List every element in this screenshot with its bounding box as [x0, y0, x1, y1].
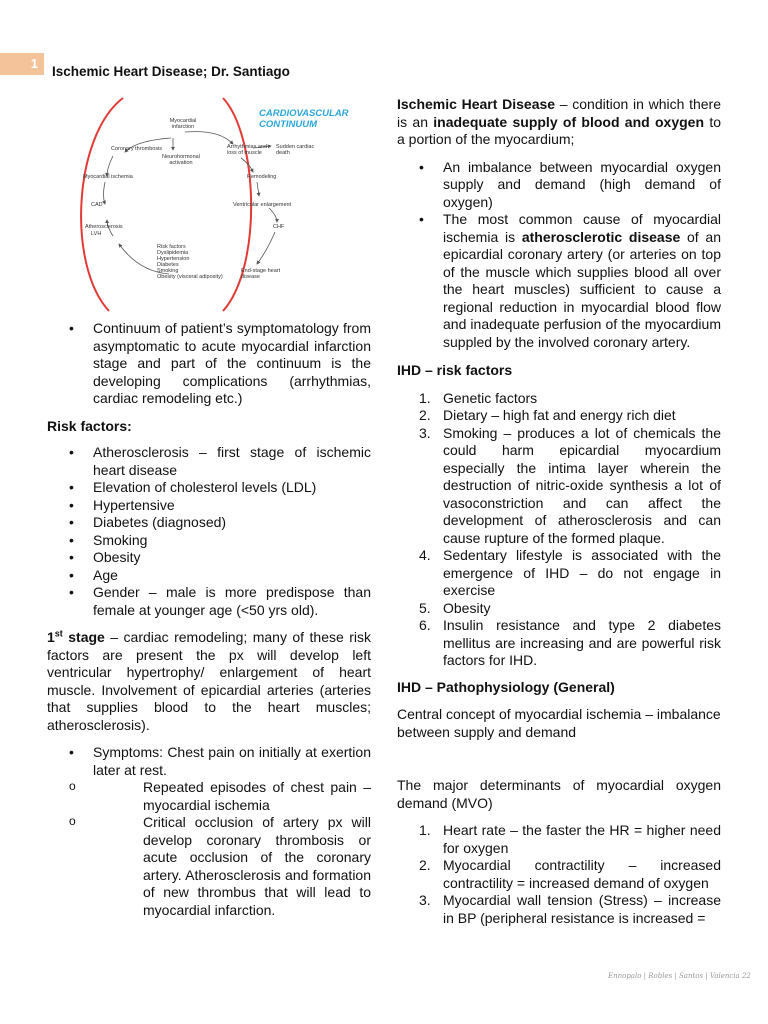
list-item: • An imbalance between myocardial oxygen supply and demand (high demand of oxygen) — [397, 159, 721, 212]
list-item: • Smoking — [47, 532, 371, 550]
continuum-list — [47, 320, 371, 408]
ihd-bullets — [397, 159, 721, 352]
list-item: o Repeated episodes of chest pain – myocardial ischemia — [47, 779, 371, 814]
list-item: • The most common cause of myocardial ischemia is atherosclerotic disease of an epicardial coronary artery (or arteries on top of the muscle which supplies blood all over the heart muscles) sufficient to cause a regional reduction in myocardial blood flow and inadequate perfusion of the myocardium suppled by the involved coronary artery. — [397, 211, 721, 351]
page-title: Ischemic Heart Disease; Dr. Santiago — [52, 64, 290, 79]
right-column — [397, 96, 721, 927]
label-cad: CAD — [91, 202, 103, 208]
stage-word: stage — [62, 629, 105, 645]
cardiovascular-continuum-diagram — [73, 96, 373, 312]
symptoms-list — [47, 744, 371, 919]
label-chf: CHF — [273, 224, 285, 230]
central-concept-paragraph: Central concept of myocardial ischemia – imbalance between supply and demand — [397, 706, 721, 740]
list-item: 5. Obesity — [419, 599, 491, 616]
ihd-definition: Ischemic Heart Disease – condition in which there is an inadequate supply of blood and oxygen to a portion of the myocardium; — [397, 96, 721, 147]
list-item: 2. Myocardial contractility – increased contractility = increased demand of oxygen — [419, 857, 721, 891]
list-item: • Elevation of cholesterol levels (LDL) — [47, 479, 371, 497]
stage-text: – cardiac remodeling; many of these risk factors are present the px will develop left ventricular hypertrophy/ enlargement of heart muscle. Involvement of epicardial arteries (arteries that supplies blood to the heart muscles; atherosclerosis). — [47, 629, 371, 733]
label-arrhythmias: Arrhythmias and loss of muscle — [227, 144, 268, 156]
label-atherosclerosis: Atherosclerosis — [85, 224, 123, 230]
label-myocardial-ischemia: Myocardial ischemia — [83, 174, 133, 180]
page-number-tab: 1 — [0, 53, 44, 75]
pathophysiology-heading: IHD – Pathophysiology (General) — [397, 678, 615, 695]
determinants-paragraph: The major determinants of myocardial oxygen demand (MVO) — [397, 777, 721, 811]
first-stage-paragraph — [47, 629, 371, 734]
symptoms-sub-list — [47, 779, 371, 919]
list-item: • Obesity — [47, 549, 371, 567]
list-item: • Atherosclerosis – first stage of ischemic heart disease — [47, 444, 371, 479]
label-risk-factors: Risk factors Dyslipidemia Hypertension Diabetes Smoking Obesity (visceral adiposity) — [157, 244, 223, 280]
ihd-risk-heading: IHD – risk factors — [397, 362, 513, 378]
label-ventricular-enlargement: Ventricular enlargement — [233, 202, 292, 208]
label-end-stage: End-stage heart disease — [241, 268, 281, 280]
determinants-list — [397, 822, 721, 927]
list-item: 3. Myocardial wall tension (Stress) – increase in BP (peripheral resistance is increased = — [419, 892, 721, 926]
label-lvh: LVH — [91, 231, 102, 237]
ihd-risk-list — [397, 390, 721, 670]
label-sudden-death: Sudden cardiac death — [276, 144, 315, 156]
risk-factors-list — [47, 444, 371, 619]
list-item: 2. Dietary – high fat and energy rich diet — [419, 407, 676, 423]
diagram-title: CARDIOVASCULAR CONTINUUM — [259, 108, 349, 130]
list-item: o Critical occlusion of artery px will develop coronary thrombosis or acute occlusion of the coronary artery. Atherosclerosis and formation of new thrombus that will lead to myocardial infarction. — [47, 814, 371, 919]
label-neurohormonal: Neurohormonal activation — [162, 154, 200, 166]
list-item: 1. Heart rate – the faster the HR = higher need for oxygen — [419, 822, 721, 856]
list-item: 6. Insulin resistance and type 2 diabetes mellitus are increasing and are powerful risk factors for IHD. — [419, 617, 721, 668]
list-item: • Hypertensive — [47, 497, 371, 515]
list-item: 1. Genetic factors — [419, 389, 538, 406]
list-item: • Age — [47, 567, 371, 585]
list-item: • Gender – male is more predispose than female at younger age (<50 yrs old). — [47, 584, 371, 619]
list-item: • Continuum of patient’s symptomatology from asymptomatic to acute myocardial infarction stage and part of the continuum is the developing complications (arrhythmias, cardiac remodeling etc.) — [47, 320, 371, 408]
stage-superscript: st — [54, 628, 63, 639]
list-item: • Diabetes (diagnosed) — [47, 514, 371, 532]
label-coronary-thrombosis: Coronary thrombosis — [111, 146, 163, 152]
label-remodeling: Remodeling — [247, 174, 277, 180]
list-item: 3. Smoking – produces a lot of chemicals the could harm epicardial myocardium especially the intima layer wherein the destruction of nitric-oxide synthesis a lot of vasoconstriction and can affect the development of atherosclerosis and can cause rupture of the formed plaque. — [419, 424, 721, 546]
list-item: 4. Sedentary lifestyle is associated with the emergence of IHD – do not engage in exercise — [419, 547, 721, 598]
left-column — [47, 96, 371, 919]
risk-factors-heading: Risk factors: — [47, 417, 132, 434]
footer-signature: Ennopalo | Robles | Santos | Valencia 22 — [608, 972, 751, 980]
stage-number: 1 — [47, 629, 55, 645]
label-myocardial-infarction: Myocardial infarction — [169, 118, 197, 130]
list-item: • Symptoms: Chest pain on initially at exertion later at rest. o Repeated episodes of chest pain – myocardial ischemia o Critical occlusion of artery px will develop coronary thrombosis or acute occlusion of the coronary artery. Atherosclerosis and formation of new thrombus that will lead to myocardial infarction. — [47, 744, 371, 919]
